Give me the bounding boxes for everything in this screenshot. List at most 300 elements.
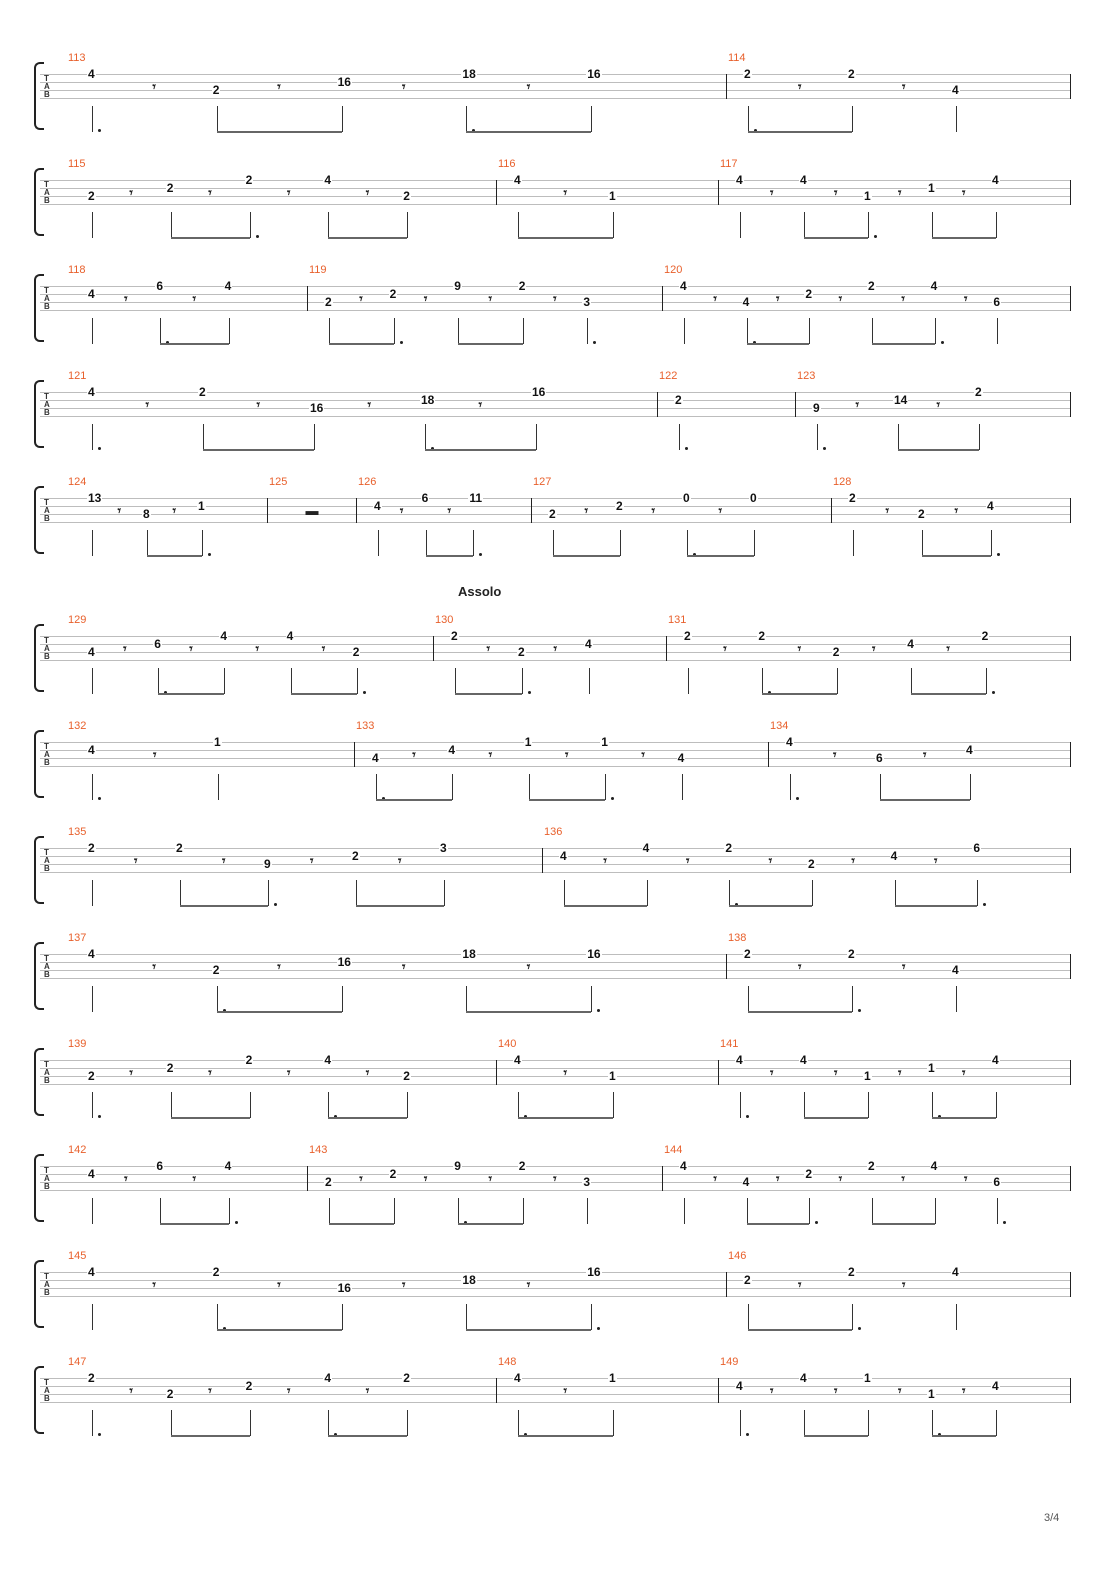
dot xyxy=(400,341,403,344)
tab-clef-letter: B xyxy=(44,1076,50,1085)
rest-symbol: 𝄾 xyxy=(898,1065,902,1080)
fret-number: 2 xyxy=(176,841,183,855)
note-stem xyxy=(740,1410,741,1436)
dot xyxy=(208,553,211,556)
dot xyxy=(98,797,101,800)
fret-number: 2 xyxy=(832,645,840,659)
fret-number: 4 xyxy=(907,637,914,651)
measure-number: 114 xyxy=(728,52,746,64)
rest-symbol: 𝄾 xyxy=(310,853,314,868)
fret-number: 6 xyxy=(154,637,161,651)
staff-line xyxy=(40,1190,1070,1191)
staff-line xyxy=(40,196,1070,197)
tab-clef-letter: A xyxy=(44,82,50,91)
fret-number: 4 xyxy=(736,173,743,187)
tab-clef-letter: T xyxy=(44,180,49,189)
note-stem xyxy=(444,880,445,906)
fret-number: 2 xyxy=(848,947,855,961)
staff-line xyxy=(40,970,1070,971)
dot xyxy=(1003,1221,1006,1224)
barline xyxy=(831,498,832,523)
system-brace xyxy=(34,62,44,130)
rest-symbol: 𝄾 xyxy=(686,853,690,868)
fret-number: 2 xyxy=(684,629,691,643)
rest-symbol: 𝄾 xyxy=(565,747,569,762)
staff-line xyxy=(40,416,1070,417)
rest-symbol: 𝄾 xyxy=(603,853,607,868)
staff-line xyxy=(40,82,1070,83)
dot xyxy=(593,341,596,344)
fret-number: 2 xyxy=(88,1069,95,1083)
rest-symbol: 𝄾 xyxy=(129,1383,133,1398)
beam xyxy=(748,131,852,133)
staff-line xyxy=(40,392,1070,393)
note-stem xyxy=(762,668,763,694)
measure-number: 144 xyxy=(664,1144,683,1156)
measure-number: 115 xyxy=(68,158,86,170)
measure-number: 120 xyxy=(664,264,683,276)
note-stem xyxy=(426,530,427,556)
note-stem xyxy=(518,212,519,238)
staff-line xyxy=(40,1394,1070,1395)
dot xyxy=(98,1433,101,1436)
fret-number: 4 xyxy=(992,173,999,187)
barline xyxy=(1070,1060,1071,1085)
rest-symbol: 𝄾 xyxy=(902,79,906,94)
system-brace xyxy=(34,168,44,236)
rest-symbol: 𝄾 xyxy=(402,1277,406,1292)
beam xyxy=(932,1117,996,1119)
barline xyxy=(307,286,308,311)
measure-number: 141 xyxy=(720,1038,739,1050)
staff-system xyxy=(0,372,1110,472)
note-stem xyxy=(171,212,172,238)
fret-number: 2 xyxy=(352,849,359,863)
note-stem xyxy=(817,424,818,450)
rest-symbol: 𝄾 xyxy=(152,959,156,974)
measure-number: 123 xyxy=(797,370,816,382)
fret-number: 4 xyxy=(800,1371,807,1385)
note-stem xyxy=(804,1410,805,1436)
staff-line xyxy=(40,1084,1070,1085)
note-stem xyxy=(996,1092,997,1118)
system-brace xyxy=(34,730,44,798)
fret-number: 3 xyxy=(583,295,591,309)
barline xyxy=(531,498,532,523)
rest-symbol: 𝄾 xyxy=(962,185,966,200)
fret-number: 2 xyxy=(245,1053,253,1067)
rest-symbol: 𝄾 xyxy=(277,959,281,974)
note-stem xyxy=(473,530,474,556)
beam xyxy=(895,905,978,907)
barline xyxy=(1070,1378,1071,1403)
staff-line xyxy=(40,180,1070,181)
measure-number: 149 xyxy=(720,1356,739,1368)
system-brace xyxy=(34,836,44,904)
fret-number: 2 xyxy=(518,279,526,293)
system-brace xyxy=(34,1048,44,1116)
note-stem xyxy=(922,530,923,556)
fret-number: 2 xyxy=(212,83,220,97)
fret-number: 4 xyxy=(88,947,95,961)
note-stem xyxy=(605,774,606,800)
rest-symbol: 𝄾 xyxy=(423,1171,428,1186)
measure-number: 148 xyxy=(498,1356,517,1368)
beam xyxy=(426,555,474,557)
note-stem xyxy=(647,880,648,906)
rest-symbol: 𝄾 xyxy=(367,397,371,412)
dot xyxy=(256,235,259,238)
note-stem xyxy=(92,880,93,906)
staff-line xyxy=(40,848,1070,849)
rest-symbol: 𝄾 xyxy=(954,503,958,518)
tab-clef-letter: T xyxy=(44,1166,49,1175)
staff-system xyxy=(0,722,1110,822)
measure-number: 139 xyxy=(68,1038,87,1050)
fret-number: 2 xyxy=(403,1069,410,1083)
rest-symbol: 𝄾 xyxy=(129,1065,133,1080)
page-number: 3/4 xyxy=(1044,1512,1060,1524)
fret-number: 16 xyxy=(337,1281,351,1295)
dot xyxy=(363,691,366,694)
note-stem xyxy=(92,774,93,800)
note-stem xyxy=(342,986,343,1012)
rest-symbol: 𝄾 xyxy=(402,959,406,974)
dot xyxy=(858,1327,861,1330)
beam xyxy=(747,343,810,345)
note-stem xyxy=(996,212,997,238)
note-stem xyxy=(328,1092,329,1118)
rest-symbol: 𝄾 xyxy=(412,747,416,762)
beam xyxy=(160,1223,228,1225)
rest-symbol: 𝄾 xyxy=(423,291,428,306)
rest-symbol: 𝄾 xyxy=(946,641,950,656)
fret-number: 16 xyxy=(587,947,601,961)
fret-number: 4 xyxy=(736,1379,743,1393)
note-stem xyxy=(529,774,530,800)
rest-symbol: 𝄾 xyxy=(123,641,127,656)
fret-number: 4 xyxy=(800,1053,807,1067)
rest-symbol: 𝄾 xyxy=(365,185,370,200)
fret-number: 1 xyxy=(928,1387,935,1401)
note-stem xyxy=(986,668,987,694)
beam xyxy=(748,1011,852,1013)
barline xyxy=(1070,286,1071,311)
rest-symbol: 𝄾 xyxy=(447,503,451,518)
beam xyxy=(217,1011,342,1013)
note-stem xyxy=(92,1304,93,1330)
rest-symbol: 𝄾 xyxy=(287,1383,291,1398)
barline xyxy=(662,286,663,311)
rest-symbol: 𝄾 xyxy=(152,79,156,94)
note-stem xyxy=(356,880,357,906)
note-stem xyxy=(587,318,588,344)
note-stem xyxy=(466,1304,467,1330)
barline xyxy=(1070,742,1071,767)
dot xyxy=(611,797,614,800)
beam xyxy=(425,449,536,451)
fret-number: 6 xyxy=(156,279,164,293)
note-stem xyxy=(754,530,755,556)
barline xyxy=(496,1378,497,1403)
rest-symbol: 𝄾 xyxy=(834,1065,838,1080)
tab-clef xyxy=(44,75,50,99)
note-stem xyxy=(394,1198,395,1224)
beam xyxy=(518,1435,613,1437)
rest-symbol: 𝄾 xyxy=(134,853,138,868)
barline xyxy=(726,1272,727,1297)
note-stem xyxy=(342,106,343,132)
staff-line xyxy=(40,1076,1070,1077)
fret-number: 2 xyxy=(549,507,556,521)
tab-clef xyxy=(44,499,50,523)
note-stem xyxy=(466,986,467,1012)
fret-number: 2 xyxy=(389,287,397,301)
tab-clef-letter: B xyxy=(44,970,50,979)
fret-number: 4 xyxy=(890,849,898,863)
fret-number: 2 xyxy=(744,947,751,961)
fret-number: 2 xyxy=(352,645,360,659)
staff-line xyxy=(40,750,1070,751)
rest-symbol: 𝄾 xyxy=(488,291,492,306)
fret-number: 0 xyxy=(750,491,757,505)
note-stem xyxy=(688,668,689,694)
fret-number: 1 xyxy=(928,1061,935,1075)
beam xyxy=(217,131,342,133)
fret-number: 4 xyxy=(514,1053,521,1067)
dot xyxy=(274,903,277,906)
rest-symbol: 𝄾 xyxy=(838,1171,843,1186)
fret-number: 4 xyxy=(88,743,95,757)
beam xyxy=(328,1117,407,1119)
measure-number: 132 xyxy=(68,720,87,732)
rest-symbol: 𝄾 xyxy=(936,397,940,412)
note-stem xyxy=(868,1410,869,1436)
tab-clef-letter: T xyxy=(44,954,49,963)
tab-clef-letter: T xyxy=(44,286,49,295)
fret-number: 4 xyxy=(992,1053,999,1067)
rest-symbol: 𝄾 xyxy=(321,641,326,656)
note-stem xyxy=(613,212,614,238)
staff-system xyxy=(0,478,1110,578)
staff-line xyxy=(40,408,1070,409)
measure-number: 142 xyxy=(68,1144,87,1156)
barline xyxy=(657,392,658,417)
note-stem xyxy=(342,1304,343,1330)
measure-number: 116 xyxy=(498,158,516,170)
fret-number: 13 xyxy=(88,491,102,505)
note-stem xyxy=(932,1092,933,1118)
tab-clef-letter: B xyxy=(44,1394,50,1403)
note-stem xyxy=(911,668,912,694)
rest-symbol: 𝄾 xyxy=(834,185,838,200)
note-stem xyxy=(872,1198,873,1224)
fret-number: 2 xyxy=(725,841,733,855)
rest-symbol: 𝄾 xyxy=(553,291,557,306)
fret-number: 2 xyxy=(981,629,989,643)
barline xyxy=(1070,1166,1071,1191)
fret-number: 4 xyxy=(88,1167,95,1181)
barline xyxy=(1070,954,1071,979)
beam xyxy=(171,237,250,239)
fret-number: 6 xyxy=(421,491,429,505)
tab-clef-letter: B xyxy=(44,1288,50,1297)
fret-number: 4 xyxy=(324,1053,332,1067)
fret-number: 1 xyxy=(609,1069,616,1083)
fret-number: 2 xyxy=(88,1371,95,1385)
rest-symbol: 𝄾 xyxy=(208,1383,212,1398)
barline xyxy=(1070,74,1071,99)
fret-number: 2 xyxy=(675,393,682,407)
rest-symbol: 𝄾 xyxy=(145,397,149,412)
tab-clef-letter: A xyxy=(44,644,50,653)
note-stem xyxy=(160,1198,161,1224)
section-label: Assolo xyxy=(458,584,502,599)
staff-line xyxy=(40,1068,1070,1069)
beam xyxy=(147,555,202,557)
tab-clef-letter: A xyxy=(44,1068,50,1077)
staff-line xyxy=(40,1060,1070,1061)
note-stem xyxy=(729,880,730,906)
measure-number: 136 xyxy=(544,826,563,838)
tab-clef-letter: T xyxy=(44,392,49,401)
fret-number: 2 xyxy=(166,1387,174,1401)
note-stem xyxy=(92,1092,93,1118)
half-rest: ▬ xyxy=(305,503,319,518)
note-stem xyxy=(328,212,329,238)
rest-symbol: 𝄾 xyxy=(152,1277,156,1292)
note-stem xyxy=(748,106,749,132)
rest-symbol: 𝄾 xyxy=(641,747,645,762)
measure-number: 140 xyxy=(498,1038,517,1050)
note-stem xyxy=(895,880,896,906)
measure-number: 127 xyxy=(533,476,552,488)
note-stem xyxy=(932,1410,933,1436)
note-stem xyxy=(455,668,456,694)
note-stem xyxy=(804,1092,805,1118)
tab-clef-letter: T xyxy=(44,1060,49,1069)
rest-symbol: 𝄾 xyxy=(833,747,837,762)
fret-number: 2 xyxy=(88,189,95,203)
rest-symbol: 𝄾 xyxy=(255,641,259,656)
fret-number: 9 xyxy=(264,857,271,871)
note-stem xyxy=(229,1198,230,1224)
note-stem xyxy=(613,1410,614,1436)
staff-system xyxy=(0,266,1110,366)
note-stem xyxy=(425,424,426,450)
note-stem xyxy=(518,1092,519,1118)
note-stem xyxy=(684,1198,685,1224)
rest-symbol: 𝄾 xyxy=(563,1065,567,1080)
rest-symbol: 𝄾 xyxy=(768,853,773,868)
dot xyxy=(874,235,877,238)
rest-symbol: 𝄾 xyxy=(770,185,774,200)
note-stem xyxy=(147,530,148,556)
fret-number: 18 xyxy=(462,67,476,81)
rest-symbol: 𝄾 xyxy=(365,1383,370,1398)
note-stem xyxy=(407,1092,408,1118)
fret-number: 2 xyxy=(166,1061,174,1075)
rest-symbol: 𝄾 xyxy=(898,1383,902,1398)
barline xyxy=(496,1060,497,1085)
rest-symbol: 𝄾 xyxy=(359,1171,363,1186)
beam xyxy=(553,555,620,557)
tab-clef-letter: T xyxy=(44,848,49,857)
fret-number: 2 xyxy=(199,385,206,399)
rest-symbol: 𝄾 xyxy=(962,1065,966,1080)
rest-symbol: 𝄾 xyxy=(838,291,843,306)
dot xyxy=(528,691,531,694)
beam xyxy=(872,343,935,345)
tab-clef xyxy=(44,393,50,417)
note-stem xyxy=(620,530,621,556)
fret-number: 1 xyxy=(864,189,871,203)
note-stem xyxy=(291,668,292,694)
measure-number: 119 xyxy=(309,264,327,276)
note-stem xyxy=(202,530,203,556)
rest-symbol: 𝄾 xyxy=(798,959,802,974)
note-stem xyxy=(171,1410,172,1436)
dot xyxy=(98,129,101,132)
tab-clef-letter: T xyxy=(44,74,49,83)
rest-symbol: 𝄾 xyxy=(526,959,531,974)
note-stem xyxy=(329,318,330,344)
fret-number: 3 xyxy=(583,1175,591,1189)
fret-number: 4 xyxy=(514,1371,521,1385)
staff-line xyxy=(40,1280,1070,1281)
note-stem xyxy=(687,530,688,556)
fret-number: 4 xyxy=(286,629,294,643)
barline xyxy=(1070,392,1071,417)
fret-number: 14 xyxy=(894,393,908,407)
beam xyxy=(872,1223,935,1225)
note-stem xyxy=(837,668,838,694)
note-stem xyxy=(613,1092,614,1118)
tab-clef xyxy=(44,181,50,205)
rest-symbol: 𝄾 xyxy=(651,503,655,518)
fret-number: 4 xyxy=(224,1159,232,1173)
rest-symbol: 𝄾 xyxy=(399,503,404,518)
note-stem xyxy=(852,1304,853,1330)
beam xyxy=(898,449,979,451)
tab-clef-letter: T xyxy=(44,742,49,751)
barline xyxy=(718,180,719,205)
fret-number: 4 xyxy=(930,279,938,293)
beam xyxy=(729,905,812,907)
note-stem xyxy=(868,1092,869,1118)
fret-number: 6 xyxy=(876,751,883,765)
note-stem xyxy=(203,424,204,450)
note-stem xyxy=(790,774,791,800)
note-stem xyxy=(92,986,93,1012)
fret-number: 2 xyxy=(848,67,855,81)
fret-number: 4 xyxy=(742,295,750,309)
measure-number: 121 xyxy=(68,370,87,382)
note-stem xyxy=(970,774,971,800)
fret-number: 18 xyxy=(462,947,476,961)
fret-number: 6 xyxy=(993,1175,1001,1189)
note-stem xyxy=(452,774,453,800)
tab-clef-letter: T xyxy=(44,498,49,507)
note-stem xyxy=(956,106,957,132)
barline xyxy=(726,74,727,99)
note-stem xyxy=(935,1198,936,1224)
dot xyxy=(479,553,482,556)
fret-number: 1 xyxy=(524,735,532,749)
fret-number: 1 xyxy=(864,1371,871,1385)
note-stem xyxy=(250,1410,251,1436)
rest-symbol: 𝄾 xyxy=(526,1277,531,1292)
